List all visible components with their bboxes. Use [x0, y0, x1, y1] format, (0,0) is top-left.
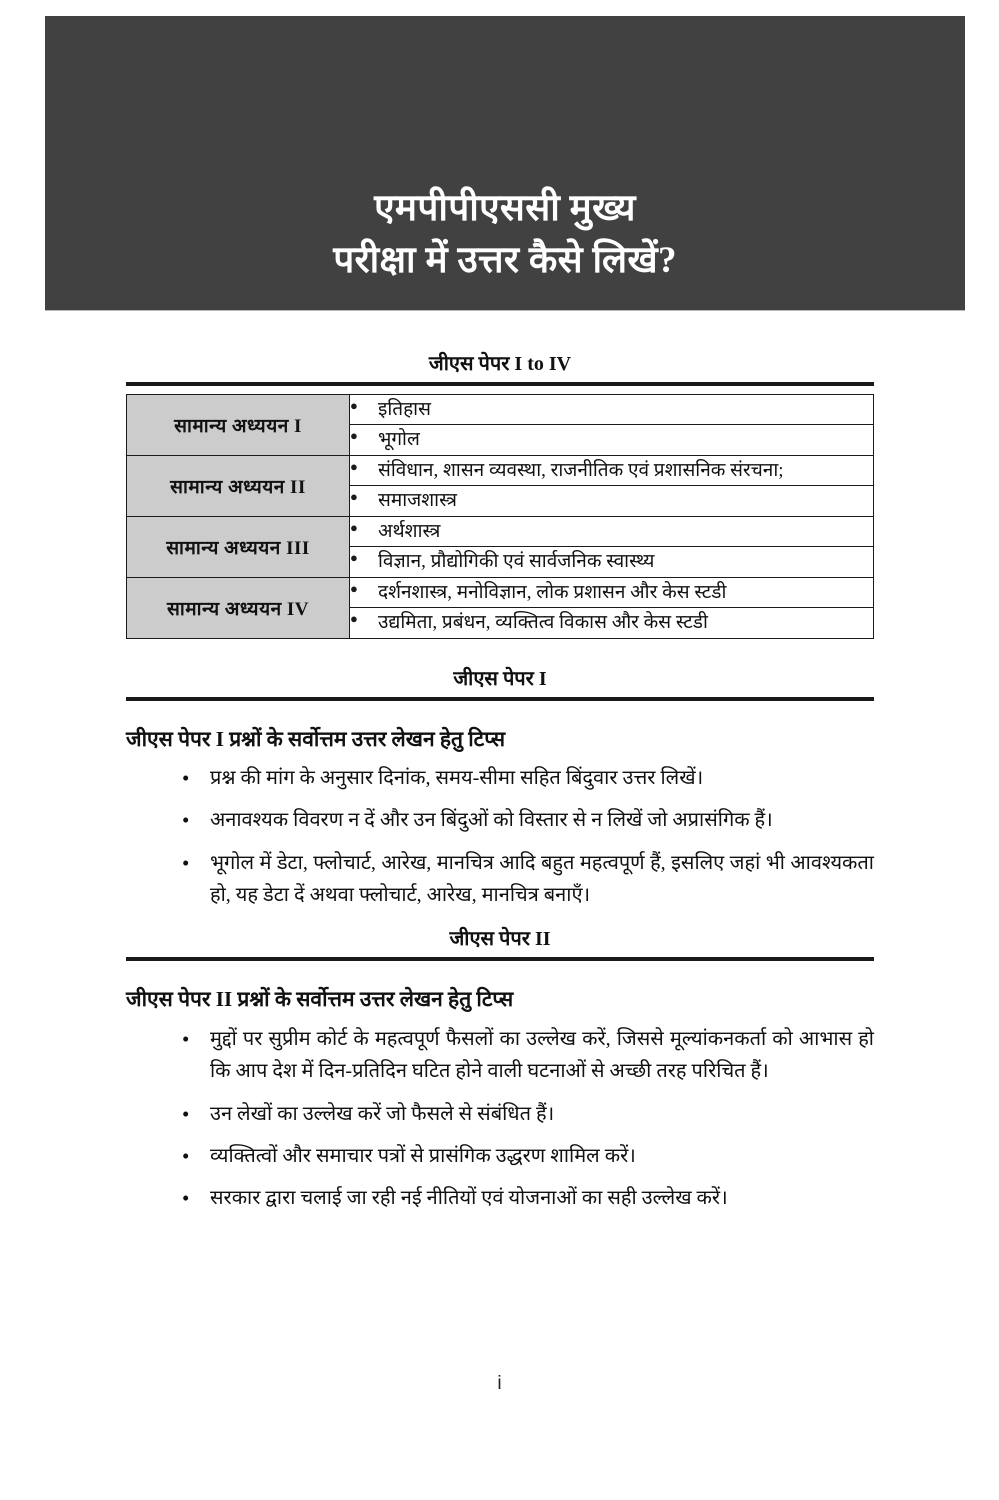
topic-text: इतिहास: [378, 399, 431, 420]
paper1-tips-heading: जीएस पेपर I प्रश्नों के सर्वोत्तम उत्तर लेखन हेतु टिप्स: [126, 726, 506, 751]
topic-text: संविधान, शासन व्यवस्था, राजनीतिक एवं प्रशासनिक संरचना;: [378, 459, 784, 481]
table-row: [127, 455, 874, 485]
bullet-icon: ●: [350, 611, 358, 627]
paper2-tips-heading: जीएस पेपर II प्रश्नों के सर्वोत्तम उत्तर लेखन हेतु टिप्स: [126, 987, 514, 1012]
paper-label-cell: सामान्य अध्ययन II: [127, 455, 350, 516]
paper-label-cell: सामान्य अध्ययन I: [127, 395, 350, 456]
topic-cell: [350, 425, 874, 455]
page-number: i: [497, 1373, 502, 1394]
paper1-section-heading: जीएस पेपर I: [453, 667, 547, 690]
table-row: [127, 395, 874, 425]
topic-text: समाजशास्त्र: [378, 490, 457, 512]
list-item: • अनावश्यक विवरण न दें और उन बिंदुओं को विस्तार से न लिखें जो अप्रासंगिक हैं।: [182, 804, 874, 836]
syllabus-section-heading: जीएस पेपर I to IV: [428, 353, 572, 375]
paper1-tips-list: [126, 762, 874, 912]
syllabus-table: [126, 394, 874, 639]
paper2-section-heading: जीएस पेपर II: [449, 928, 551, 951]
topic-line: [350, 395, 873, 424]
paper-label-cell: सामान्य अध्ययन III: [127, 516, 350, 577]
paper2-heading-rule: [126, 957, 874, 961]
bullet-icon: ●: [350, 428, 358, 444]
header-banner: [45, 16, 965, 310]
topic-cell: [350, 577, 874, 607]
topic-cell: [350, 395, 874, 425]
content-column: [126, 352, 874, 1215]
topic-cell: [350, 455, 874, 485]
topic-cell: [350, 547, 874, 577]
paper1-heading-rule: [126, 697, 874, 701]
topic-cell: [350, 608, 874, 638]
list-item: • उन लेखों का उल्लेख करें जो फैसले से संबंधित हैं।: [182, 1098, 874, 1130]
bullet-icon: ●: [350, 550, 358, 566]
bullet-icon: ●: [350, 458, 358, 474]
paper-label-cell: सामान्य अध्ययन IV: [127, 577, 350, 638]
list-item: • मुद्दों पर सुप्रीम कोर्ट के महत्वपूर्ण फैसलों का उल्लेख करें, जिससे मूल्यांकनकर्ता को आभास हो कि आप देश में दिन-प्रतिदिन घटित होने वाली घटनाओं से अच्छी तरह परिचित हैं।: [182, 1023, 874, 1088]
syllabus-heading-rule: [126, 382, 874, 386]
bullet-icon: ●: [350, 489, 358, 505]
paper2-tips-list: [126, 1023, 874, 1215]
topic-line: [350, 608, 873, 637]
table-row: [127, 577, 874, 607]
topic-line: [350, 425, 873, 454]
topic-text: उद्यमिता, प्रबंधन, व्यक्तित्व विकास और केस स्टडी: [378, 612, 708, 634]
list-item: • सरकार द्वारा चलाई जा रही नई नीतियों एवं योजनाओं का सही उल्लेख करें।: [182, 1182, 874, 1214]
topic-text: दर्शनशास्त्र, मनोविज्ञान, लोक प्रशासन और केस स्टडी: [378, 581, 727, 603]
topic-text: विज्ञान, प्रौद्योगिकी एवं सार्वजनिक स्वास्थ्य: [378, 551, 655, 573]
topic-cell: [350, 516, 874, 546]
topic-line: [350, 486, 873, 515]
list-item: • भूगोल में डेटा, फ्लोचार्ट, आरेख, मानचित्र आदि बहुत महत्वपूर्ण हैं, इसलिए जहां भी आवश्यकता हो, यह डेटा दें अथवा फ्लोचार्ट, आरेख, मानचित्र बनाएँ।: [182, 847, 874, 912]
table-row: [127, 516, 874, 546]
topic-text: अर्थशास्त्र: [378, 520, 441, 542]
page-title-line-2: परीक्षा में उत्तर कैसे लिखें?: [333, 240, 677, 282]
syllabus-table-body: [127, 395, 874, 639]
topic-line: [350, 547, 873, 576]
bullet-icon: ●: [350, 580, 358, 596]
list-item: • व्यक्तित्वों और समाचार पत्रों से प्रासंगिक उद्धरण शामिल करें।: [182, 1140, 874, 1172]
bullet-icon: ●: [350, 519, 358, 535]
topic-cell: [350, 486, 874, 516]
page-title-line-1: एमपीपीएससी मुख्य: [374, 187, 636, 229]
topic-line: [350, 517, 873, 546]
list-item: • प्रश्न की मांग के अनुसार दिनांक, समय-सीमा सहित बिंदुवार उत्तर लिखें।: [182, 762, 874, 794]
topic-text: भूगोल: [378, 429, 420, 451]
topic-line: [350, 456, 873, 485]
spacer: [126, 911, 874, 927]
topic-line: [350, 578, 873, 607]
bullet-icon: ●: [350, 398, 358, 413]
page-title: [45, 183, 965, 288]
spacer: [126, 639, 874, 667]
